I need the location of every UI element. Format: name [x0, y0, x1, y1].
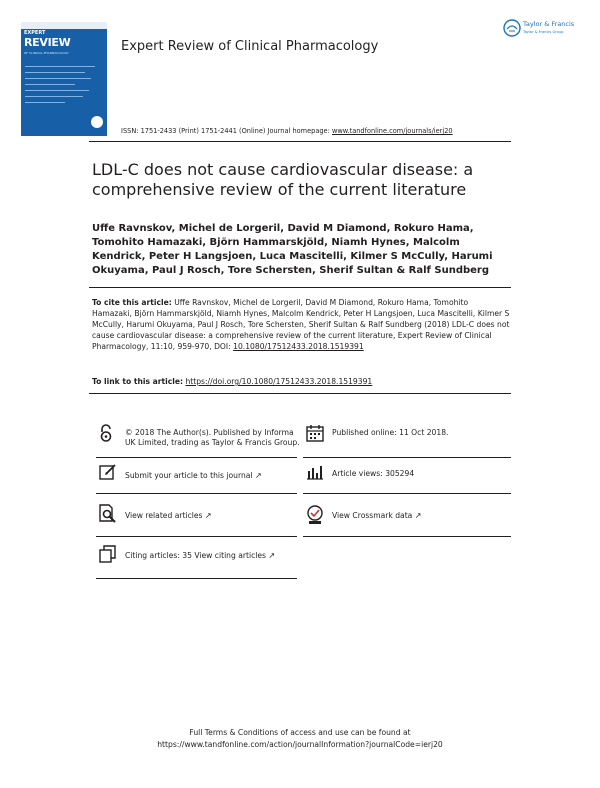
footer-terms-url[interactable]: https://www.tandfonline.com/action/journalInformation?journalCode=ierj20: [157, 740, 443, 749]
cover-line: [25, 72, 85, 73]
issn-text: ISSN: 1751-2433 (Print) 1751-2441 (Online) Journal homepage:: [121, 127, 330, 135]
published-date: Published online: 11 Oct 2018.: [332, 428, 449, 437]
meta-divider: [303, 536, 511, 537]
header-divider: [89, 141, 511, 142]
meta-divider: [303, 457, 511, 458]
article-link-line: [92, 376, 510, 387]
meta-divider: [96, 493, 297, 494]
publisher-logo[interactable]: [503, 17, 585, 39]
citing-articles-link[interactable]: [125, 551, 275, 561]
cover-line: [25, 66, 95, 67]
cover-line: [25, 84, 75, 85]
authors-divider: [89, 287, 511, 288]
meta-divider: [303, 493, 511, 494]
crossmark-icon: [306, 505, 324, 525]
external-link-icon: ↗: [254, 471, 262, 480]
cover-label-main: REVIEW: [24, 36, 71, 49]
cover-line: [25, 78, 91, 79]
cover-line: [25, 90, 89, 91]
citation-block: [92, 297, 510, 352]
citation-text: Uffe Ravnskov, Michel de Lorgeril, David M Diamond, Rokuro Hama, Tomohito Hamazaki, Björn Hammarskjöld, Niamh Hynes, Malcolm Kendrick, Peter H Langsjoen, Luca Mascitelli, Kilmer S McCully, Harumi Okuyama, Paul J Rosch, Tore Schersten, Sherif Sultan & Ralf Sundberg (2018) LDL-C does not cause cardiovascular disease: a comprehensive review of the current literature, Expert Review of Clinical Pharmacology, 11:10, 959-970, DOI:: [92, 298, 510, 351]
issn-line: [121, 127, 453, 135]
article-title: LDL-C does not cause cardiovascular disease: a comprehensive review of the current literature: [92, 160, 474, 199]
cover-label-top: EXPERT: [24, 30, 46, 36]
footer-terms-text: Full Terms & Conditions of access and use can be found at: [189, 728, 411, 737]
article-doi-link[interactable]: https://doi.org/10.1080/17512433.2018.1519391: [185, 377, 373, 386]
journal-cover-image[interactable]: [21, 22, 107, 136]
related-articles-icon: [99, 504, 117, 524]
external-link-icon: ↗: [268, 551, 276, 560]
citing-articles-label: Citing articles: 35 View citing articles: [125, 551, 266, 560]
article-authors: Uffe Ravnskov, Michel de Lorgeril, David M Diamond, Rokuro Hama, Tomohito Hamazaki, Björn Hammarskjöld, Niamh Hynes, Malcolm Kendrick, Peter H Langsjoen, Luca Mascitelli, Kilmer S McCully, Harumi Okuyama, Paul J Rosch, Tore Schersten, Sherif Sultan & Ralf Sundberg: [92, 223, 493, 276]
publisher-logo-line2: Taylor & Francis Group: [523, 30, 564, 34]
publisher-logo-icon: [503, 19, 521, 37]
cover-circle: [91, 116, 103, 128]
crossmark-link[interactable]: [332, 511, 421, 521]
related-articles-label: View related articles: [125, 511, 203, 520]
meta-divider: [96, 578, 297, 579]
article-views: Article views: 305294: [332, 469, 415, 478]
citation-label: To cite this article:: [92, 298, 172, 307]
submit-article-icon: [99, 463, 117, 481]
cover-line: [25, 96, 83, 97]
open-access-icon: [99, 423, 113, 443]
publisher-logo-line1: Taylor & Francis: [523, 20, 575, 28]
external-link-icon: ↗: [414, 511, 422, 520]
related-articles-link[interactable]: [125, 511, 212, 521]
journal-title[interactable]: Expert Review of Clinical Pharmacology: [121, 39, 379, 54]
citation-divider: [89, 393, 511, 394]
cover-line: [25, 102, 65, 103]
calendar-icon: [306, 424, 324, 442]
meta-divider: [96, 536, 297, 537]
cover-top-bar: [21, 22, 107, 29]
journal-homepage-link[interactable]: www.tandfonline.com/journals/ierj20: [331, 127, 453, 135]
article-views-icon: [306, 464, 324, 480]
external-link-icon: ↗: [204, 511, 212, 520]
link-label: To link to this article:: [92, 377, 184, 386]
cover-label-sub: OF CLINICAL PHARMACOLOGY: [24, 51, 69, 55]
submit-article-link[interactable]: [125, 471, 262, 481]
license-text: © 2018 The Author(s). Published by Informa UK Limited, trading as Taylor & Francis Group.: [125, 428, 300, 447]
crossmark-label: View Crossmark data: [332, 511, 413, 520]
citation-doi-link[interactable]: 10.1080/17512433.2018.1519391: [233, 342, 364, 351]
submit-article-label: Submit your article to this journal: [125, 471, 253, 480]
meta-divider: [96, 457, 297, 458]
citing-articles-icon: [99, 545, 117, 563]
